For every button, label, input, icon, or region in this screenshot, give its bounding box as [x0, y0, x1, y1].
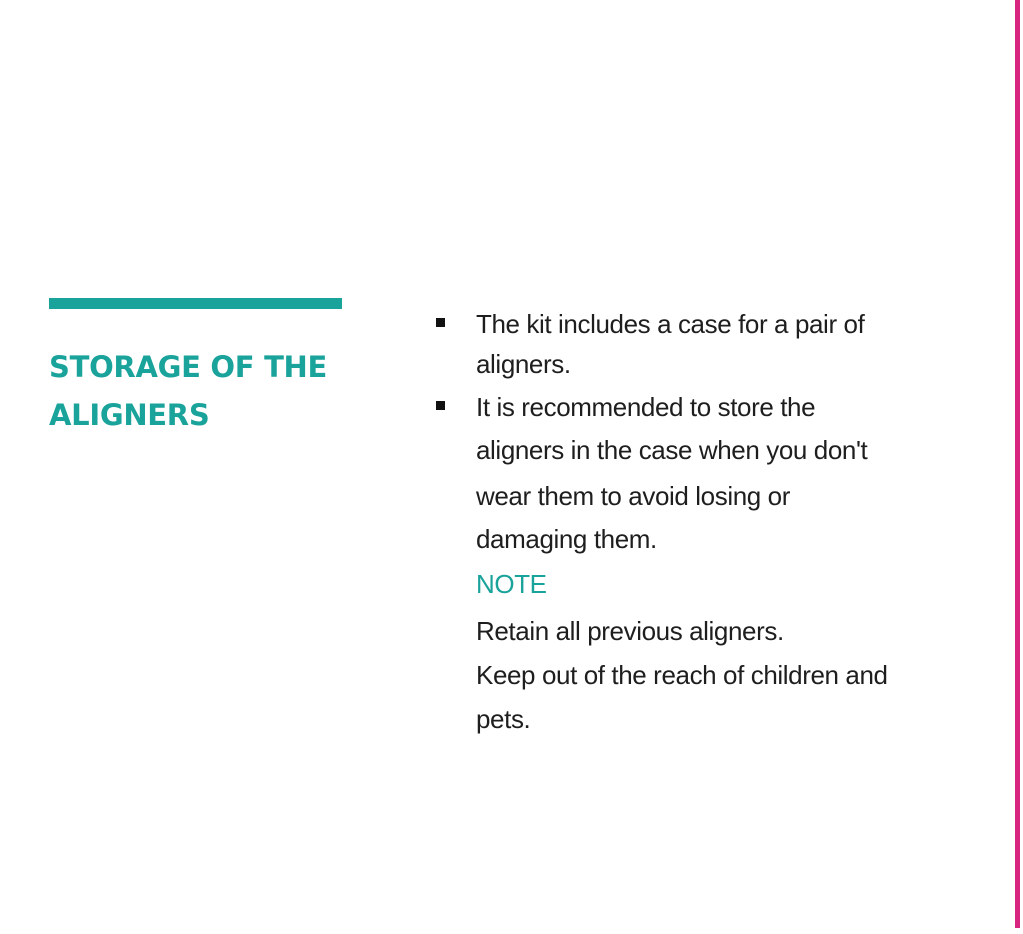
square-bullet-icon — [436, 318, 445, 327]
bullet-list — [430, 304, 910, 559]
section-heading-line: STORAGE OF THE — [49, 350, 328, 384]
note-text-line: Keep out of the reach of children and — [476, 660, 888, 690]
bullet-text-line: aligners in the case when you don't — [476, 435, 868, 465]
bullet-text-line: The kit includes a case for a pair of — [476, 309, 865, 339]
section-accent-rule — [49, 298, 342, 309]
bullet-text-line: It is recommended to store the — [476, 392, 816, 422]
list-item — [430, 387, 910, 559]
bullet-text-line: aligners. — [476, 349, 571, 379]
section-heading-line: ALIGNERS — [49, 398, 210, 432]
list-item — [430, 304, 910, 384]
section-heading — [49, 343, 369, 439]
square-bullet-icon — [436, 401, 445, 410]
note-text-line: Retain all previous aligners. — [476, 616, 784, 646]
note-label: NOTE — [476, 569, 547, 599]
bullet-text-line: damaging them. — [476, 524, 657, 554]
bullet-text-line: wear them to avoid losing or — [476, 481, 790, 511]
section-content — [430, 304, 910, 743]
note-text-line: pets. — [476, 704, 531, 734]
page-edge-bar — [1015, 0, 1020, 928]
note-block — [430, 561, 910, 743]
